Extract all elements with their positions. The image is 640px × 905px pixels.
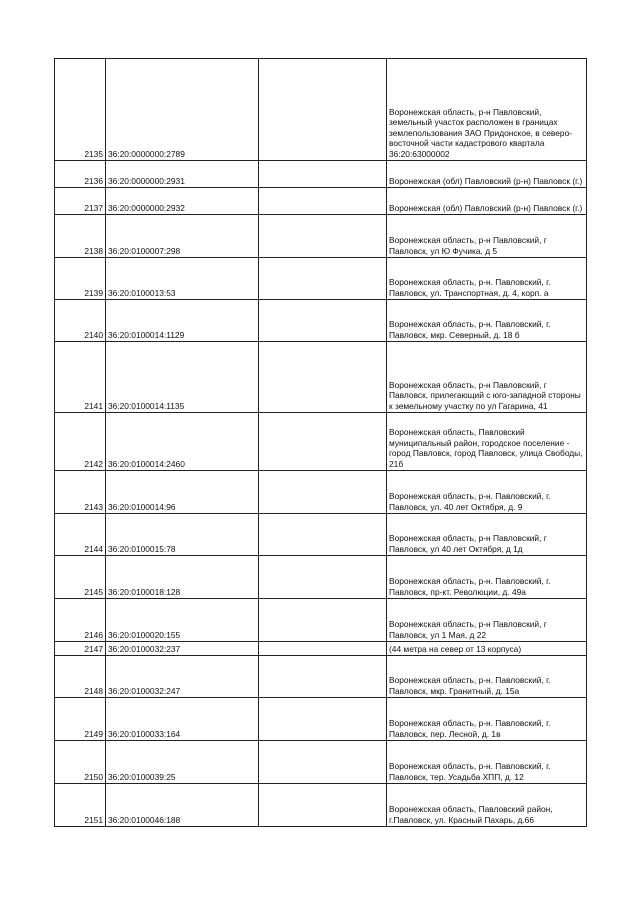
table-row <box>55 556 587 599</box>
table-row <box>55 215 587 258</box>
row-number: 2142 <box>55 413 106 471</box>
empty-cell <box>259 413 387 471</box>
cadastral-number: 36:20:0100039:25 <box>106 741 259 784</box>
row-number: 2145 <box>55 556 106 599</box>
table-row <box>55 59 587 161</box>
address-cell: Воронежская область, р-н Павловский, земельный участок расположен в границах землепользования ЗАО Придонское, в северо-восточной части кадастрового квартала 36:20:63000002 <box>387 59 587 161</box>
table-row <box>55 161 587 188</box>
address-cell: Воронежская (обл) Павловский (р-н) Павловск (г.) <box>387 188 587 215</box>
address-cell: (44 метра на север от 13 корпуса) <box>387 642 587 656</box>
table-row <box>55 514 587 556</box>
table-row <box>55 188 587 215</box>
address-cell: Воронежская область, р-н. Павловский, г. Павловск, тер. Усадьба ХПП, д. 12 <box>387 741 587 784</box>
row-number: 2143 <box>55 471 106 514</box>
address-cell: Воронежская область, Павловский район, г.Павловск, ул. Красный Пахарь, д.66 <box>387 784 587 827</box>
cadastral-number: 36:20:0100032:237 <box>106 642 259 656</box>
table-row <box>55 698 587 741</box>
cadastral-number: 36:20:0000000:2931 <box>106 161 259 188</box>
empty-cell <box>259 300 387 342</box>
cadastral-number: 36:20:0100015:78 <box>106 514 259 556</box>
row-number: 2135 <box>55 59 106 161</box>
row-number: 2149 <box>55 698 106 741</box>
cadastral-number: 36:20:0100033:164 <box>106 698 259 741</box>
empty-cell <box>259 514 387 556</box>
registry-table <box>54 58 587 827</box>
empty-cell <box>259 161 387 188</box>
address-cell: Воронежская область, р-н Павловский, г Павловск, ул Ю Фучика, д 5 <box>387 215 587 258</box>
table-row <box>55 741 587 784</box>
address-cell: Воронежская область, р-н. Павловский, г. Павловск, мкр. Северный, д. 18 б <box>387 300 587 342</box>
address-cell: Воронежская область, р-н. Павловский, г. Павловск, пер. Лесной, д. 1в <box>387 698 587 741</box>
table-row <box>55 599 587 642</box>
cadastral-number: 36:20:0100032:247 <box>106 656 259 698</box>
address-cell: Воронежская область, р-н Павловский, г Павловск, ул 40 лет Октября, д 1д <box>387 514 587 556</box>
address-cell: Воронежская область, р-н. Павловский, г. Павловск, пр-кт. Революции, д. 49а <box>387 556 587 599</box>
table-row <box>55 300 587 342</box>
address-cell: Воронежская область, р-н Павловский, г Павловск, прилегающий с юго-западной стороны к земельному участку по ул Гагарина, 41 <box>387 342 587 413</box>
address-cell: Воронежская область, Павловский муниципальный район, городское поселение - город Павловск, город Павловск, улица Свободы, 21б <box>387 413 587 471</box>
cadastral-number: 36:20:0100018:128 <box>106 556 259 599</box>
table-row <box>55 342 587 413</box>
table-row <box>55 258 587 300</box>
table-row <box>55 656 587 698</box>
address-cell: Воронежская область, р-н. Павловский, г. Павловск, мкр. Гранитный, д. 15а <box>387 656 587 698</box>
table-row <box>55 413 587 471</box>
cadastral-number: 36:20:0000000:2932 <box>106 188 259 215</box>
empty-cell <box>259 215 387 258</box>
empty-cell <box>259 599 387 642</box>
row-number: 2140 <box>55 300 106 342</box>
table-row <box>55 471 587 514</box>
empty-cell <box>259 784 387 827</box>
empty-cell <box>259 556 387 599</box>
cadastral-number: 36:20:0100014:1129 <box>106 300 259 342</box>
row-number: 2136 <box>55 161 106 188</box>
empty-cell <box>259 642 387 656</box>
row-number: 2146 <box>55 599 106 642</box>
row-number: 2138 <box>55 215 106 258</box>
cadastral-number: 36:20:0100014:1135 <box>106 342 259 413</box>
row-number: 2151 <box>55 784 106 827</box>
cadastral-number: 36:20:0100020:155 <box>106 599 259 642</box>
cadastral-number: 36:20:0000000:2789 <box>106 59 259 161</box>
registry-rows <box>55 59 587 827</box>
cadastral-number: 36:20:0100007:298 <box>106 215 259 258</box>
empty-cell <box>259 656 387 698</box>
cadastral-number: 36:20:0100014:96 <box>106 471 259 514</box>
address-cell: Воронежская область, р-н Павловский, г Павловск, ул 1 Мая, д 22 <box>387 599 587 642</box>
empty-cell <box>259 471 387 514</box>
cadastral-number: 36:20:0100014:2460 <box>106 413 259 471</box>
empty-cell <box>259 741 387 784</box>
empty-cell <box>259 188 387 215</box>
table-row <box>55 642 587 656</box>
row-number: 2148 <box>55 656 106 698</box>
row-number: 2147 <box>55 642 106 656</box>
row-number: 2139 <box>55 258 106 300</box>
address-cell: Воронежская область, р-н. Павловский, г. Павловск, ул. 40 лет Октября, д. 9 <box>387 471 587 514</box>
empty-cell <box>259 342 387 413</box>
empty-cell <box>259 258 387 300</box>
address-cell: Воронежская область, р-н. Павловский, г. Павловск, ул. Транспортная, д. 4, корп. а <box>387 258 587 300</box>
table-row <box>55 784 587 827</box>
row-number: 2141 <box>55 342 106 413</box>
cadastral-number: 36:20:0100013:53 <box>106 258 259 300</box>
row-number: 2137 <box>55 188 106 215</box>
empty-cell <box>259 698 387 741</box>
empty-cell <box>259 59 387 161</box>
row-number: 2150 <box>55 741 106 784</box>
address-cell: Воронежская (обл) Павловский (р-н) Павловск (г.) <box>387 161 587 188</box>
cadastral-number: 36:20:0100046:188 <box>106 784 259 827</box>
row-number: 2144 <box>55 514 106 556</box>
